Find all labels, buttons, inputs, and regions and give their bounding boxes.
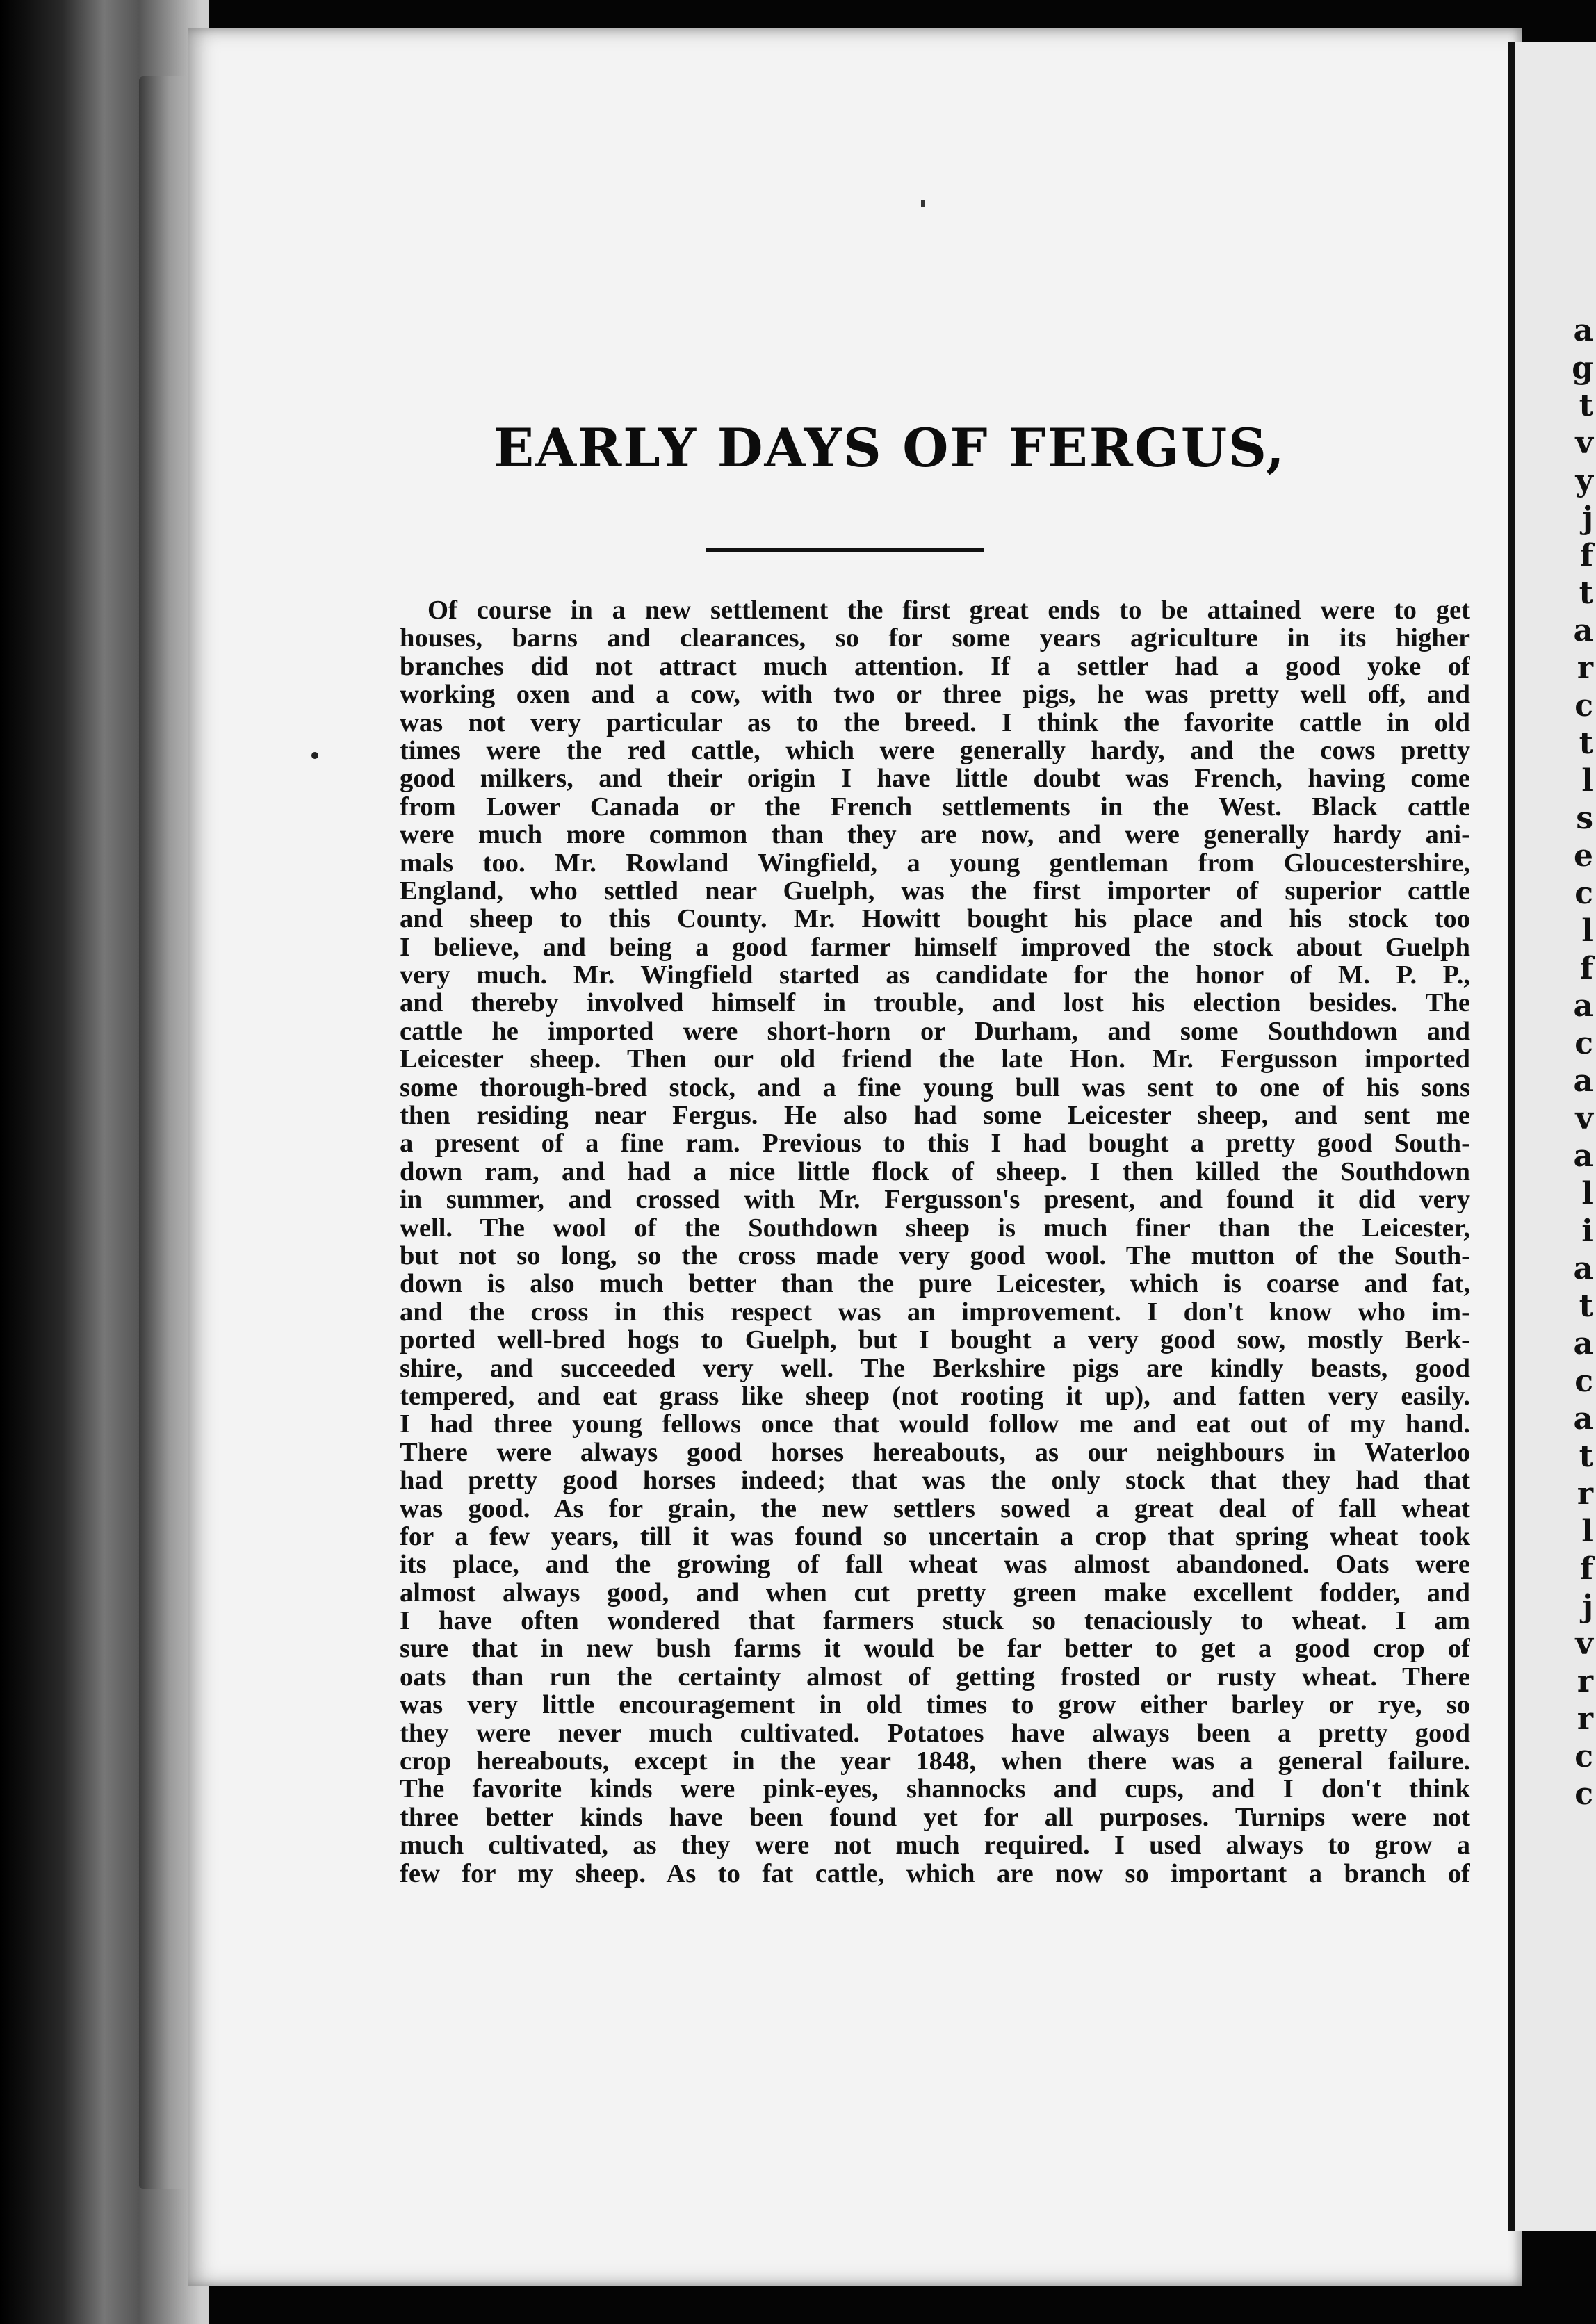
facing-page-letter: r <box>1577 650 1593 686</box>
text-line: were much more common than they are now, and were generally hardy ani- <box>400 821 1470 849</box>
page-heading: EARLY DAYS OF FERGUS, <box>494 417 1286 479</box>
facing-page-letter: a <box>1573 313 1593 348</box>
facing-page-letter: r <box>1577 1701 1593 1737</box>
text-line: and thereby involved himself in trouble, and lost his election besides. The <box>400 989 1470 1017</box>
page-speck <box>921 200 925 207</box>
facing-page-letter: f <box>1580 1551 1593 1587</box>
facing-page-letter: a <box>1573 1326 1593 1361</box>
facing-page-letter: l <box>1581 1514 1593 1549</box>
facing-page-letter: v <box>1575 425 1593 461</box>
text-line: crop hereabouts, except in the year 1848, when there was a general failure. <box>400 1747 1470 1776</box>
facing-page-letter: t <box>1579 1288 1593 1324</box>
text-line: oats than run the certainty almost of getting frosted or rusty wheat. There <box>400 1662 1470 1692</box>
text-line: a present of a fine ram. Previous to this I had bought a pretty good South- <box>400 1129 1470 1158</box>
facing-page-letter: c <box>1574 1026 1593 1061</box>
heading-rule <box>706 548 984 552</box>
facing-page-letter: t <box>1579 1439 1593 1474</box>
facing-page-letter: y <box>1575 463 1593 498</box>
facing-page-letter: a <box>1573 1138 1593 1174</box>
text-line: for a few years, till it was found so uncertain a crop that spring wheat took <box>400 1522 1470 1551</box>
text-line: almost always good, and when cut pretty green make excellent fodder, and <box>400 1578 1470 1607</box>
text-line: times were the red cattle, which were generally hardy, and the cows pretty <box>400 736 1470 765</box>
facing-page-letter: j <box>1582 1589 1593 1624</box>
text-line: and the cross in this respect was an improvement. I don't know who im- <box>400 1298 1470 1327</box>
text-line: houses, barns and clearances, so for some years agriculture in its higher <box>400 624 1470 653</box>
facing-page-letter: c <box>1574 1739 1593 1774</box>
text-line: very much. Mr. Wingfield started as candidate for the honor of M. P. P., <box>400 961 1470 990</box>
facing-page-letter: r <box>1577 1476 1593 1512</box>
facing-page-letter: t <box>1579 575 1593 611</box>
facing-page-letter: l <box>1581 763 1593 799</box>
facing-page-letter: t <box>1579 726 1593 761</box>
facing-page-letter: a <box>1573 1063 1593 1099</box>
facing-page-letter: e <box>1574 838 1593 874</box>
text-line: some thorough-bred stock, and a fine young bull was sent to one of his sons <box>400 1073 1470 1102</box>
text-line: ported well-bred hogs to Guelph, but I bought a very good sow, mostly Berk- <box>400 1326 1470 1355</box>
facing-page-letter: l <box>1581 1176 1593 1211</box>
facing-page-letter: c <box>1574 688 1593 723</box>
text-line: There were always good horses hereabouts, as our neighbours in Waterloo <box>400 1438 1470 1467</box>
text-line: working oxen and a cow, with two or three pigs, he was pretty well off, and <box>400 680 1470 709</box>
text-line: well. The wool of the Southdown sheep is much finer than the Leicester, <box>400 1213 1470 1242</box>
facing-page-letter: r <box>1577 1664 1593 1699</box>
text-line: then residing near Fergus. He also had some Leicester sheep, and sent me <box>400 1102 1470 1130</box>
facing-page-letter: f <box>1580 538 1593 573</box>
text-line: much cultivated, as they were not much required. I used always to grow a <box>400 1831 1470 1860</box>
facing-page-letter: c <box>1574 1776 1593 1812</box>
text-line: I have often wondered that farmers stuck so tenaciously to wheat. I am <box>400 1607 1470 1635</box>
text-line: down ram, and had a nice little flock of sheep. I then killed the Southdown <box>400 1157 1470 1186</box>
text-line: I believe, and being a good farmer himself improved the stock about Guelph <box>400 933 1470 962</box>
text-line: I had three young fellows once that would follow me and eat out of my hand. <box>400 1410 1470 1439</box>
text-line: Of course in a new settlement the first great ends to be attained were to get <box>427 596 1470 625</box>
text-line: Leicester sheep. Then our old friend the late Hon. Mr. Fergusson imported <box>400 1045 1470 1074</box>
text-line: mals too. Mr. Rowland Wingfield, a young gentleman from Gloucestershire, <box>400 849 1470 877</box>
facing-page-letter: g <box>1572 350 1593 386</box>
text-line: was very little encouragement in old times to grow either barley or rye, so <box>400 1691 1470 1719</box>
text-line: from Lower Canada or the French settlements in the West. Black cattle <box>400 792 1470 821</box>
text-line: but not so long, so the cross made very good wool. The mutton of the South- <box>400 1241 1470 1270</box>
text-line: England, who settled near Guelph, was the first importer of superior cattle <box>400 876 1470 906</box>
facing-page-letter: i <box>1581 1213 1593 1249</box>
facing-page-letter: l <box>1581 913 1593 949</box>
text-line: branches did not attract much attention. If a settler had a good yoke of <box>400 652 1470 681</box>
text-line: sure that in new bush farms it would be far better to get a good crop of <box>400 1635 1470 1663</box>
text-line: three better kinds have been found yet for all purposes. Turnips were not <box>400 1803 1470 1832</box>
facing-page-letter: a <box>1573 1251 1593 1286</box>
text-line: few for my sheep. As to fat cattle, which are now so important a branch of <box>400 1859 1470 1888</box>
facing-page-letter: v <box>1575 1101 1593 1136</box>
text-line: its place, and the growing of fall wheat was almost abandoned. Oats were <box>400 1550 1470 1579</box>
text-line: The favorite kinds were pink-eyes, shannocks and cups, and I don't think <box>400 1775 1470 1803</box>
text-line: was not very particular as to the breed. I think the favorite cattle in old <box>400 708 1470 737</box>
facing-page-letter: a <box>1573 613 1593 648</box>
facing-page-letter: v <box>1575 1626 1593 1662</box>
body-text <box>400 596 1470 1888</box>
text-line: was good. As for grain, the new settlers sowed a great deal of fall wheat <box>400 1494 1470 1523</box>
facing-page-letter: f <box>1580 951 1593 986</box>
text-line: down is also much better than the pure Leicester, which is coarse and fat, <box>400 1270 1470 1298</box>
text-line: they were never much cultivated. Potatoes have always been a pretty good <box>400 1719 1470 1748</box>
facing-page-letter: a <box>1573 988 1593 1024</box>
text-line: tempered, and eat grass like sheep (not rooting it up), and fatten very easily. <box>400 1382 1470 1411</box>
text-line: cattle he imported were short-horn or Durham, and some Southdown and <box>400 1017 1470 1046</box>
text-line: good milkers, and their origin I have little doubt was French, having come <box>400 764 1470 793</box>
facing-page-letter: a <box>1573 1401 1593 1437</box>
text-line: shire, and succeeded very well. The Berkshire pigs are kindly beasts, good <box>400 1354 1470 1382</box>
facing-page-edge <box>1508 42 1596 2231</box>
facing-page-letter: s <box>1576 801 1593 836</box>
facing-page-letter: c <box>1574 1364 1593 1399</box>
facing-page-letter: c <box>1574 876 1593 911</box>
facing-page-letter: j <box>1582 500 1593 536</box>
text-line: and sheep to this County. Mr. Howitt bought his place and his stock too <box>400 905 1470 933</box>
text-line: had pretty good horses indeed; that was the only stock that they had that <box>400 1466 1470 1495</box>
ink-dot <box>311 752 318 759</box>
text-line: in summer, and crossed with Mr. Fergusson's present, and found it did very <box>400 1186 1470 1214</box>
facing-page-letter: t <box>1579 388 1593 423</box>
